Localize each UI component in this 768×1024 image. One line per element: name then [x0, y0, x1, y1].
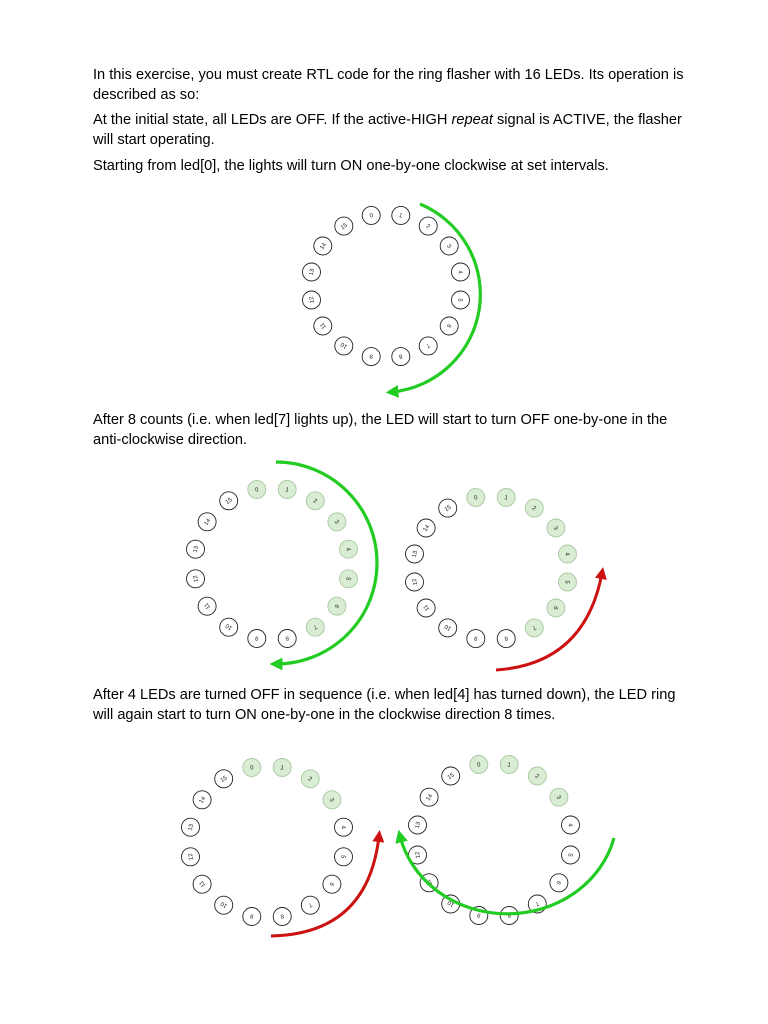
led-5	[452, 291, 470, 309]
led-13	[187, 540, 205, 558]
led-1	[392, 206, 410, 224]
diagram-1-all-off	[303, 206, 470, 365]
led-label: 1	[503, 495, 509, 502]
led-label: 0	[369, 213, 374, 220]
led-2	[528, 767, 546, 785]
led-8	[500, 907, 518, 925]
initial-state-text: At the initial state, all LEDs are OFF. If the active-HIGH	[93, 112, 452, 128]
led-label: 10	[224, 622, 234, 631]
led-0	[362, 206, 380, 224]
led-15	[439, 499, 457, 517]
led-label: 8	[503, 634, 509, 641]
led-11	[314, 317, 332, 335]
led-12	[303, 291, 321, 309]
led-6	[323, 875, 341, 893]
intro-paragraph: In this exercise, you must create RTL code for the ring flasher with 16 LEDs. Its operation is described as so:	[93, 67, 684, 103]
diagram-4-four-on	[182, 759, 353, 926]
led-9	[243, 908, 261, 926]
led-15	[215, 770, 233, 788]
led-label: 10	[339, 340, 349, 350]
led-5	[340, 570, 358, 588]
led-7	[301, 896, 319, 914]
led-label: 11	[425, 877, 435, 887]
led-label: 3	[551, 525, 559, 532]
led-8	[273, 908, 291, 926]
led-label: 14	[203, 517, 213, 527]
led-label: 10	[443, 622, 453, 632]
led-2	[301, 770, 319, 788]
led-8	[278, 630, 296, 648]
led-label: 2	[530, 505, 537, 513]
led-label: 3	[444, 243, 452, 250]
led-1	[500, 756, 518, 774]
led-label: 7	[424, 341, 431, 349]
led-13	[409, 816, 427, 834]
led-0	[467, 488, 485, 506]
led-label: 4	[566, 822, 573, 828]
led-label: 12	[308, 295, 317, 304]
led-14	[314, 237, 332, 255]
led-label: 0	[476, 762, 482, 769]
led-2	[419, 217, 437, 235]
led-label: 1	[279, 765, 285, 772]
led-4	[452, 263, 470, 281]
led-3	[323, 791, 341, 809]
led-13	[303, 263, 321, 281]
led-label: 15	[446, 772, 456, 782]
led-6	[550, 874, 568, 892]
led-10	[335, 337, 353, 355]
led-label: 4	[339, 825, 346, 830]
led-label: 15	[224, 497, 234, 506]
led-label: 15	[219, 775, 229, 784]
led-label: 13	[411, 550, 420, 559]
led-15	[335, 217, 353, 235]
led-label: 14	[422, 524, 432, 534]
led-label: 10	[219, 900, 229, 909]
led-0	[243, 759, 261, 777]
led-label: 11	[319, 321, 328, 330]
led-label: 9	[473, 634, 479, 641]
led-label: 3	[332, 519, 340, 526]
led-label: 9	[254, 634, 260, 641]
clockwise-paragraph: Starting from led[0], the lights will turn ON one-by-one clockwise at set intervals.	[93, 158, 609, 174]
led-11	[198, 597, 216, 615]
after-4-leds-paragraph: After 4 LEDs are turned OFF in sequence (i.e. when led[4] has turned down), the LED ring will again start to turn ON one-by-one in the clockwise direction 8 times.	[93, 687, 676, 723]
led-label: 6	[332, 602, 340, 609]
initial-state-text-end: signal is ACTIVE, the flasher will start operating.	[93, 112, 682, 148]
led-label: 12	[192, 574, 201, 583]
led-label: 4	[344, 547, 351, 552]
led-14	[420, 788, 438, 806]
led-5	[335, 848, 353, 866]
led-label: 11	[203, 601, 213, 610]
diagram-3-turning-off	[406, 488, 577, 647]
led-15	[442, 767, 460, 785]
repeat-signal-text: repeat	[451, 112, 493, 128]
led-14	[417, 519, 435, 537]
led-label: 3	[327, 797, 335, 804]
led-label: 11	[422, 603, 432, 612]
diagram-5-four-on	[409, 756, 580, 925]
led-label: 8	[506, 911, 512, 918]
led-4	[340, 540, 358, 558]
led-label: 7	[530, 623, 537, 631]
led-13	[182, 818, 200, 836]
led-4	[559, 545, 577, 563]
led-label: 8	[398, 352, 403, 359]
led-1	[497, 488, 515, 506]
led-label: 9	[249, 912, 255, 919]
led-1	[278, 481, 296, 499]
led-label: 2	[311, 498, 318, 506]
led-label: 14	[198, 795, 208, 805]
led-11	[417, 599, 435, 617]
led-label: 8	[279, 912, 285, 919]
led-9	[248, 630, 266, 648]
led-13	[406, 545, 424, 563]
led-3	[328, 513, 346, 531]
led-1	[273, 759, 291, 777]
led-3	[550, 788, 568, 806]
led-label: 8	[284, 634, 290, 641]
led-10	[439, 619, 457, 637]
led-label: 14	[425, 793, 435, 803]
led-label: 6	[551, 604, 559, 611]
led-label: 13	[308, 268, 317, 277]
led-0	[470, 756, 488, 774]
led-8	[497, 630, 515, 648]
led-12	[182, 848, 200, 866]
led-label: 7	[533, 899, 540, 907]
led-5	[562, 846, 580, 864]
led-label: 9	[369, 352, 374, 359]
led-label: 5	[339, 854, 346, 859]
led-label: 5	[563, 579, 570, 585]
led-label: 11	[198, 879, 208, 888]
led-4	[335, 818, 353, 836]
led-3	[440, 237, 458, 255]
led-6	[547, 599, 565, 617]
led-label: 2	[424, 223, 431, 231]
led-label: 5	[566, 852, 573, 858]
led-label: 7	[306, 900, 313, 908]
led-label: 1	[506, 762, 512, 769]
led-9	[362, 348, 380, 366]
anticlockwise-red-arrow-3	[496, 573, 602, 670]
led-label: 15	[339, 222, 349, 232]
led-label: 4	[563, 551, 570, 557]
led-label: 2	[306, 776, 313, 784]
led-9	[467, 630, 485, 648]
after-8-counts-paragraph: After 8 counts (i.e. when led[7] lights up), the LED will start to turn OFF one-by-one in the anti-clockwise direction.	[93, 412, 668, 448]
led-label: 0	[249, 765, 255, 772]
led-0	[248, 481, 266, 499]
led-label: 12	[411, 577, 420, 586]
led-2	[306, 492, 324, 510]
led-label: 7	[311, 622, 318, 630]
led-label: 13	[414, 821, 423, 830]
led-8	[392, 348, 410, 366]
led-3	[547, 519, 565, 537]
led-11	[193, 875, 211, 893]
led-label: 10	[446, 898, 456, 908]
led-4	[562, 816, 580, 834]
led-label: 15	[443, 504, 453, 514]
led-label: 5	[456, 297, 463, 303]
diagram-2-eight-on	[187, 481, 358, 648]
led-label: 5	[344, 576, 351, 581]
led-7	[525, 619, 543, 637]
led-label: 12	[187, 852, 196, 861]
led-label: 2	[533, 773, 540, 781]
led-6	[328, 597, 346, 615]
led-7	[419, 337, 437, 355]
led-10	[220, 618, 238, 636]
led-label: 6	[554, 879, 562, 886]
led-5	[559, 573, 577, 591]
led-12	[187, 570, 205, 588]
led-15	[220, 492, 238, 510]
led-label: 6	[444, 322, 452, 329]
led-label: 3	[554, 794, 562, 801]
led-label: 12	[414, 850, 423, 859]
led-label: 9	[476, 911, 482, 918]
led-12	[406, 573, 424, 591]
led-label: 4	[456, 269, 463, 275]
led-label: 13	[192, 545, 201, 554]
led-14	[193, 791, 211, 809]
led-label: 0	[473, 495, 479, 502]
led-7	[306, 618, 324, 636]
led-2	[525, 499, 543, 517]
led-label: 0	[254, 487, 260, 494]
led-14	[198, 513, 216, 531]
led-label: 1	[398, 213, 403, 220]
led-label: 1	[284, 487, 290, 494]
led-label: 13	[187, 823, 196, 832]
led-label: 6	[327, 880, 335, 887]
led-10	[215, 896, 233, 914]
led-6	[440, 317, 458, 335]
led-label: 14	[319, 242, 328, 252]
